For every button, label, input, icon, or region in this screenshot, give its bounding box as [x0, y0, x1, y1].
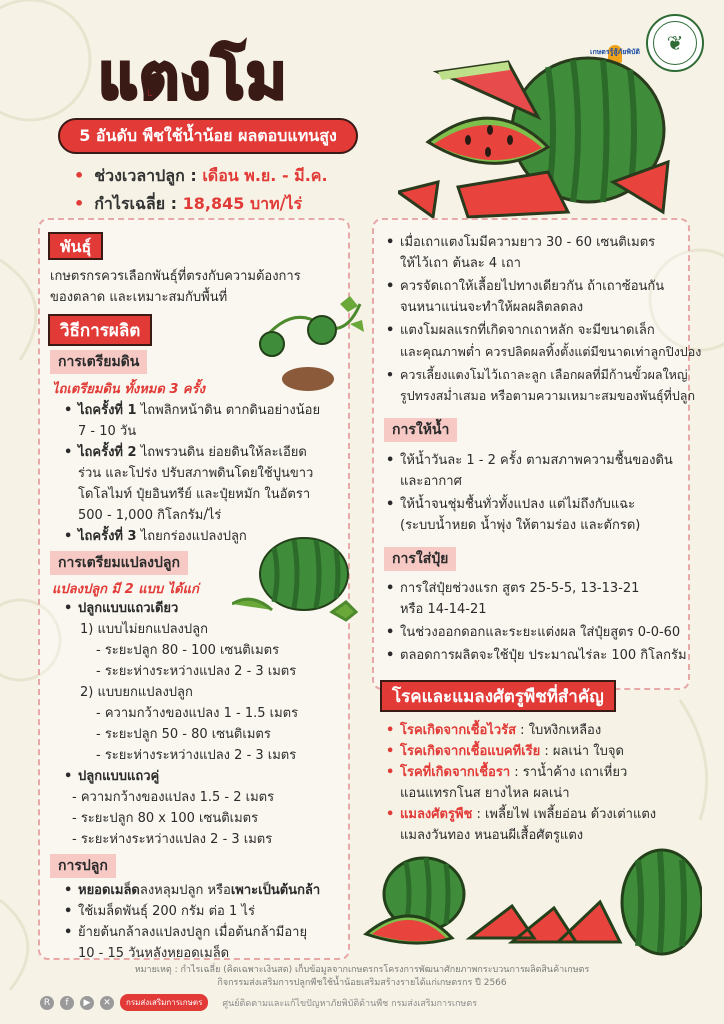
variety-text-1: เกษตรกรควรเลือกพันธุ์ที่ตรงกับความต้องการ	[50, 269, 301, 284]
footer-pill[interactable]: กรมส่งเสริมการเกษตร	[120, 994, 208, 1011]
care-item-2: • ควรจัดเถาให้เลื้อยไปทางเดียวกัน ถ้าเถาซ้อนกัน	[384, 276, 664, 297]
soil-item-2-cont-2: โดโลไมท์ ปุ๋ยอินทรีย์ และปุ๋ยหมัก ในอัตรา	[78, 487, 311, 502]
pest-item-fungus: • โรคที่เกิดจากเชื้อรา : ราน้ำค้าง เถาเหี่ยว	[384, 762, 627, 783]
watering-item-2: • ให้น้ำจนชุ่มชื้นทั่วทั้งแปลง แต่ไม่ถึงกับแฉะ	[384, 494, 635, 515]
soil-item-3: • ไถครั้งที่ 3 ไถยกร่องแปลงปลูก	[62, 526, 247, 547]
soil-item-2-cont-3: 500 - 1,000 กิโลกรัม/ไร่	[78, 508, 222, 523]
footnote: หมายเหตุ : กำไรเฉลี่ย (คิดเฉพาะเงินสด) เก็บข้อมูลจากเกษตรกรโครงการพัฒนาศักยภาพกระบวนการผลิตสินค้าเกษตร กิจกรรมส่งเสริมการปลูกพืชใช้น้ำน้อยเสริมสร้างรายได้แก่เกษตรกร ปี 2566	[134, 965, 590, 988]
fertilizer-item-1-cont: หรือ 14-14-21	[400, 602, 487, 617]
soil-item-2: • ไถครั้งที่ 2 ไถพรวนดิน ย่อยดินให้ละเอียด	[62, 442, 307, 463]
care-item-2-cont: จนหนาแน่นจะทำให้ผลผลิตลดลง	[400, 300, 584, 315]
brand-mark-icon: R	[40, 996, 54, 1010]
pest-item-fungus-cont: แอนแทรกโนส ยางไหล ผลเน่า	[400, 786, 570, 801]
bed-prep-heading: การเตรียมแปลงปลูก	[50, 551, 188, 575]
subtitle-banner: 5 อันดับ พืชใช้น้ำน้อย ผลตอบแทนสูง	[58, 118, 358, 154]
watermelon-leaves-illustration	[232, 532, 362, 624]
fertilizer-item-2: • ในช่วงออกดอกและระยะแต่งผล ใส่ปุ๋ยสูตร 0-0-60	[384, 622, 680, 643]
pest-item-insects: • แมลงศัตรูพืช : เพลี้ยไฟ เพลี้ยอ่อน ด้วงเต่าแตง	[384, 804, 656, 825]
single-row-option-2: 2) แบบยกแปลงปลูก	[80, 685, 193, 700]
planting-item-3-cont: 10 - 15 วันหลังหยอดเมล็ด	[78, 946, 230, 961]
footer-bar	[40, 994, 477, 1011]
watering-item-2-cont: (ระบบน้ำหยด น้ำพุ่ง ให้ตามร่อง และตักรด)	[400, 518, 641, 533]
single-row-option-2a: - ความกว้างของแปลง 1 - 1.5 เมตร	[96, 706, 299, 721]
double-row-a: - ความกว้างของแปลง 1.5 - 2 เมตร	[72, 790, 275, 805]
watermelon-hero-illustration	[398, 42, 678, 222]
care-item-1: • เมื่อเถาแตงโมมีความยาว 30 - 60 เซนติเมตร	[384, 232, 655, 253]
fertilizer-heading: การใส่ปุ๋ย	[384, 547, 456, 571]
watermelon-slices-illustration	[362, 846, 702, 958]
planting-item-3: • ย้ายต้นกล้าลงแปลงปลูก เมื่อต้นกล้ามีอายุ	[62, 922, 307, 943]
fertilizer-item-3: • ตลอดการผลิตจะใช้ปุ๋ย ประมาณไร่ละ 100 กิโลกรัม	[384, 645, 687, 666]
planting-item-2: • ใช้เมล็ดพันธุ์ 200 กรัม ต่อ 1 ไร่	[62, 901, 255, 922]
footer-center-text: ศูนย์ติดตามและแก้ไขปัญหาภัยพิบัติด้านพืช กรมส่งเสริมการเกษตร	[222, 998, 478, 1009]
watermelon-vine-illustration	[250, 284, 368, 394]
care-item-3: • แตงโมผลแรกที่เกิดจากเถาหลัก จะมีขนาดเล็ก	[384, 320, 655, 341]
single-row-option-1a: - ระยะปลูก 80 - 100 เซนติเมตร	[96, 643, 280, 658]
youtube-icon[interactable]: ▶	[80, 996, 94, 1010]
pest-item-bacteria: • โรคเกิดจากเชื้อแบคทีเรีย : ผลเน่า ใบจุด	[384, 741, 624, 762]
care-item-3-cont: และคุณภาพต่ำ ควรปลิดผลทิ้งตั้งแต่มีขนาดเท่าลูกปิงปอง	[400, 344, 702, 359]
single-row-option-2b: - ระยะปลูก 50 - 80 เซนติเมตร	[96, 727, 271, 742]
pest-item-insects-cont: แมลงวันทอง หนอนผีเสื้อศัตรูแตง	[400, 828, 584, 843]
variety-heading: พันธุ์	[48, 232, 103, 260]
soil-item-1: • ไถครั้งที่ 1 ไถพลิกหน้าดิน ตากดินอย่างน้อย	[62, 400, 320, 421]
single-row-option-1b: - ระยะห่างระหว่างแปลง 2 - 3 เมตร	[96, 664, 297, 679]
planting-heading: การปลูก	[50, 854, 116, 878]
fertilizer-item-1: • การใส่ปุ๋ยช่วงแรก สูตร 25-5-5, 13-13-21	[384, 578, 639, 599]
planting-item-1: • หยอดเมล็ดลงหลุมปลูก หรือเพาะเป็นต้นกล้า	[62, 880, 320, 901]
care-item-4-cont: รูปทรงสม่ำเสมอ หรือตามความเหมาะสมของพันธุ์ที่ปลูก	[400, 388, 696, 403]
soil-item-1-cont: 7 - 10 วัน	[78, 424, 137, 439]
double-row-c: - ระยะห่างระหว่างแปลง 2 - 3 เมตร	[72, 832, 273, 847]
single-row-option-2c: - ระยะห่างระหว่างแปลง 2 - 3 เมตร	[96, 748, 297, 763]
double-row-label: • ปลูกแบบแถวคู่	[62, 766, 159, 787]
method-heading: วิธีการผลิต	[48, 314, 152, 346]
soil-prep-subheading: ไถเตรียมดิน ทั้งหมด 3 ครั้ง	[52, 382, 205, 397]
seal-emblem-icon: ❦	[653, 21, 697, 65]
single-row-label: • ปลูกแบบแถวเดียว	[62, 598, 178, 619]
info-planting-period: • ช่วงเวลาปลูก : เดือน พ.ย. - มี.ค.	[74, 166, 328, 185]
watering-item-1: • ให้น้ำวันละ 1 - 2 ครั้ง ตามสภาพความชื้นของดิน	[384, 450, 673, 471]
facebook-icon[interactable]: f	[60, 996, 74, 1010]
x-icon[interactable]: ✕	[100, 996, 114, 1010]
care-item-4: • ควรเลี้ยงแตงโมไว้เถาละลูก เลือกผลที่มีก้านขั้วผลใหญ่	[384, 364, 688, 385]
pests-heading: โรคและแมลงศัตรูพืชที่สำคัญ	[380, 680, 616, 712]
care-item-1-cont: ให้ไว้เถา ต้นละ 4 เถา	[400, 256, 521, 271]
variety-text-2: ของตลาด และเหมาะสมกับพื้นที่	[50, 290, 228, 305]
single-row-option-1: 1) แบบไม่ยกแปลงปลูก	[80, 622, 208, 637]
pest-item-virus: • โรคเกิดจากเชื้อไวรัส : ใบหงิกเหลือง	[384, 720, 601, 741]
info-average-profit: • กำไรเฉลี่ย : 18,845 บาท/ไร่	[74, 194, 303, 213]
soil-item-2-cont-1: ร่วน และโปร่ง ปรับสภาพดินโดยใช้ปูนขาว	[78, 466, 314, 481]
bed-prep-subheading: แปลงปลูก มี 2 แบบ ได้แก่	[52, 582, 199, 597]
watering-heading: การให้น้ำ	[384, 418, 457, 442]
page-title: แตงโม	[98, 40, 288, 113]
watering-item-1-cont: และอากาศ	[400, 474, 462, 489]
kaset-logo: เกษตรรู้สู้ภัยพิบัติ	[592, 23, 638, 63]
soil-prep-heading: การเตรียมดิน	[50, 350, 147, 374]
double-row-b: - ระยะปลูก 80 x 100 เซนติเมตร	[72, 811, 259, 826]
